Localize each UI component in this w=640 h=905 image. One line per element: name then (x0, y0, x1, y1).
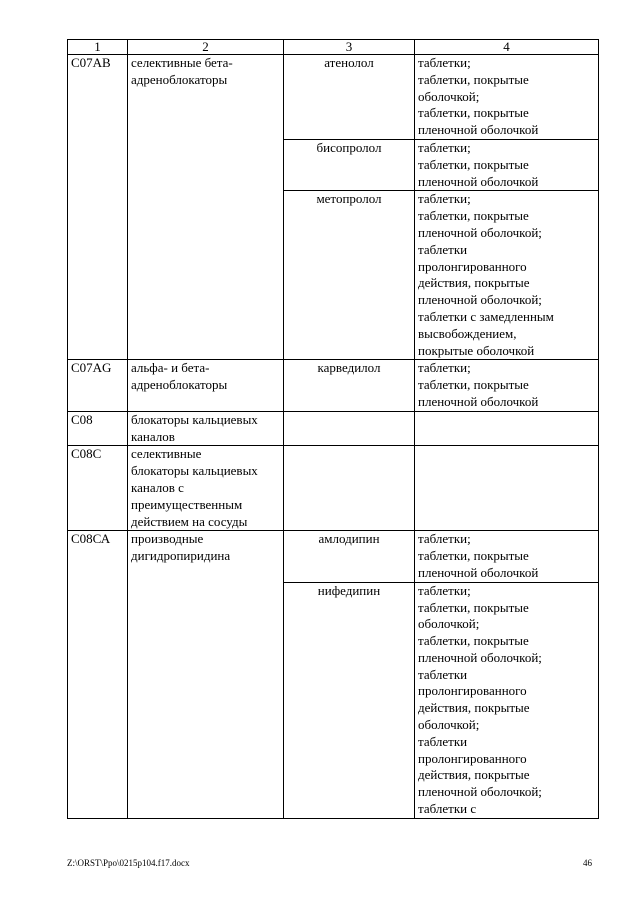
dosage-form-cell-line: оболочкой; (418, 616, 480, 632)
dosage-form-cell (415, 446, 599, 531)
dosage-form-cell-line: высвобождением, (418, 325, 517, 341)
dosage-form-cell-line: пленочной оболочкой (418, 393, 539, 409)
group-name-cell (128, 55, 284, 140)
drug-name-cell: атенолол (284, 55, 415, 140)
group-name-cell-line: блокаторы кальциевых (131, 463, 258, 479)
dosage-form-cell-line: таблетки (418, 666, 468, 682)
dosage-form-cell-line: пленочной оболочкой (418, 173, 539, 189)
dosage-form-cell (415, 582, 599, 818)
group-name-cell-line: блокаторы кальциевых (131, 411, 258, 427)
group-name-cell-line: каналов (131, 428, 175, 444)
table-row (68, 191, 599, 360)
group-name-cell-line: селективные бета- (131, 55, 233, 70)
footer-page-number: 46 (583, 858, 592, 868)
dosage-form-cell-line: таблетки, покрытые (418, 105, 529, 121)
atc-code-cell (68, 191, 128, 360)
dosage-form-cell-line: таблетки, покрытые (418, 71, 529, 87)
dosage-form-cell (415, 55, 599, 140)
atc-code-cell: С08СА (68, 531, 128, 582)
group-name-cell-line: альфа- и бета- (131, 360, 210, 376)
dosage-form-cell-line: пролонгированного (418, 258, 527, 274)
header-col-4: 4 (415, 40, 599, 55)
atc-code-cell (68, 139, 128, 190)
atc-code-cell: С08С (68, 446, 128, 531)
table-row (68, 139, 599, 190)
dosage-form-cell-line: таблетки, покрытые (418, 208, 529, 224)
group-name-cell (128, 139, 284, 190)
table-row (68, 411, 599, 446)
atc-code-cell: С07АG (68, 360, 128, 411)
dosage-form-cell-line: таблетки с (418, 801, 477, 817)
dosage-form-cell-line: пленочной оболочкой; (418, 784, 542, 800)
dosage-form-cell-line: таблетки (418, 733, 468, 749)
drug-name-cell: карведилол (284, 360, 415, 411)
group-name-cell-line: адреноблокаторы (131, 71, 228, 87)
footer-file-path: Z:\ORST\Ppo\0215p104.f17.docx (67, 858, 190, 868)
dosage-form-cell (415, 360, 599, 411)
dosage-form-cell (415, 191, 599, 360)
group-name-cell-line: селективные (131, 446, 202, 462)
group-name-cell (128, 531, 284, 582)
header-col-1: 1 (68, 40, 128, 55)
group-name-cell-line: каналов с (131, 479, 184, 495)
atc-code-cell: С07АВ (68, 55, 128, 140)
dosage-form-cell-line: таблетки, покрытые (418, 548, 529, 564)
dosage-form-cell-line: таблетки, покрытые (418, 156, 529, 172)
dosage-form-cell-line: таблетки; (418, 139, 471, 155)
dosage-form-cell-line: пленочной оболочкой; (418, 224, 542, 240)
dosage-form-cell (415, 531, 599, 582)
atc-code-cell (68, 582, 128, 818)
dosage-form-cell-line: таблетки с замедленным (418, 308, 554, 324)
group-name-cell-line: адреноблокаторы (131, 377, 228, 393)
dosage-form-cell-line: оболочкой; (418, 88, 480, 104)
table-row (68, 55, 599, 140)
group-name-cell (128, 582, 284, 818)
drug-name-cell: нифедипин (284, 582, 415, 818)
group-name-cell-line: производные (131, 531, 204, 547)
dosage-form-cell (415, 139, 599, 190)
group-name-cell (128, 360, 284, 411)
dosage-form-cell-line: таблетки; (418, 55, 471, 70)
dosage-form-cell-line: таблетки; (418, 582, 471, 598)
dosage-form-cell-line: пролонгированного (418, 683, 527, 699)
dosage-form-cell-line: оболочкой; (418, 717, 480, 733)
drug-name-cell: бисопролол (284, 139, 415, 190)
drug-table (67, 39, 599, 819)
group-name-cell (128, 191, 284, 360)
drug-name-cell: амлодипин (284, 531, 415, 582)
dosage-form-cell-line: таблетки; (418, 191, 471, 207)
group-name-cell-line: преимущественным (131, 496, 243, 512)
dosage-form-cell-line: таблетки (418, 241, 468, 257)
dosage-form-cell-line: пролонгированного (418, 750, 527, 766)
dosage-form-cell-line: таблетки; (418, 531, 471, 547)
dosage-form-cell-line: действия, покрытые (418, 767, 530, 783)
dosage-form-cell-line: пленочной оболочкой; (418, 292, 542, 308)
table-row (68, 582, 599, 818)
dosage-form-cell-line: таблетки, покрытые (418, 599, 529, 615)
drug-name-cell (284, 411, 415, 446)
dosage-form-cell-line: таблетки, покрытые (418, 633, 529, 649)
header-row (68, 40, 599, 55)
dosage-form-cell-line: покрытые оболочкой (418, 342, 535, 358)
table-row (68, 360, 599, 411)
drug-name-cell (284, 446, 415, 531)
drug-name-cell: метопролол (284, 191, 415, 360)
group-name-cell-line: действием на сосуды (131, 513, 248, 529)
dosage-form-cell-line: пленочной оболочкой (418, 564, 539, 580)
dosage-form-cell-line: действия, покрытые (418, 275, 530, 291)
group-name-cell-line: дигидропиридина (131, 548, 231, 564)
dosage-form-cell-line: пленочной оболочкой; (418, 649, 542, 665)
group-name-cell (128, 446, 284, 531)
atc-code-cell: С08 (68, 411, 128, 446)
dosage-form-cell-line: таблетки; (418, 360, 471, 376)
dosage-form-cell-line: таблетки, покрытые (418, 377, 529, 393)
dosage-form-cell-line: действия, покрытые (418, 700, 530, 716)
header-col-3: 3 (284, 40, 415, 55)
table-row (68, 446, 599, 531)
group-name-cell (128, 411, 284, 446)
header-col-2: 2 (128, 40, 284, 55)
table-row (68, 531, 599, 582)
dosage-form-cell-line: пленочной оболочкой (418, 122, 539, 138)
dosage-form-cell (415, 411, 599, 446)
